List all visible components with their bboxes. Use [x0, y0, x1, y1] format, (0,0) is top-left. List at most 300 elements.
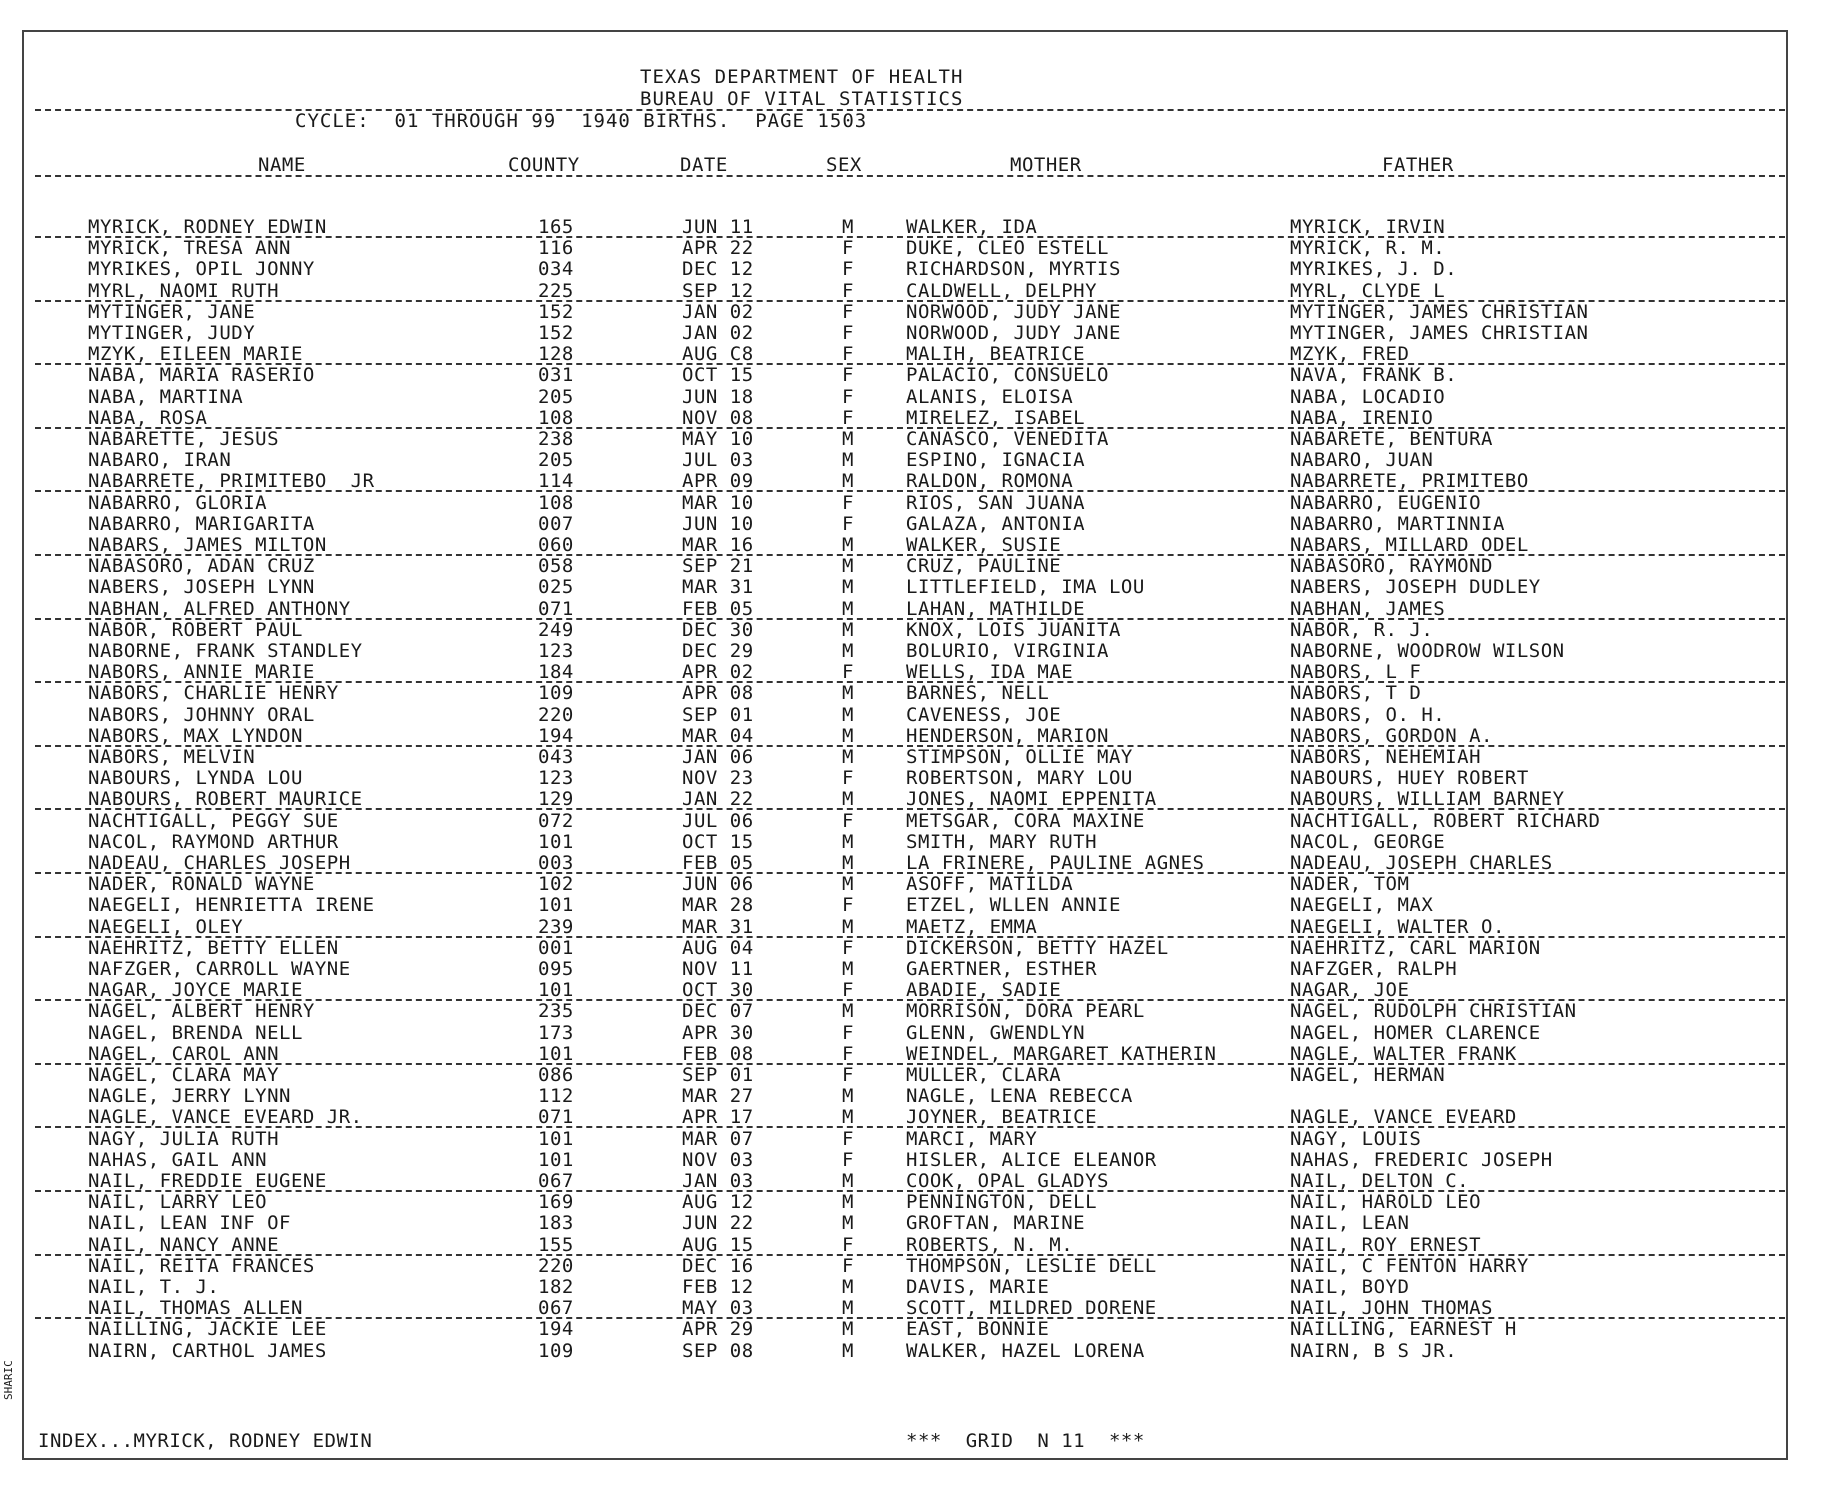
cell-mother: JOYNER, BEATRICE: [906, 1106, 1098, 1129]
table-row: [0, 726, 1824, 747]
cell-date: JAN 22: [682, 788, 754, 811]
cell-date: MAR 27: [682, 1085, 754, 1108]
cell-date: MAY 03: [682, 1297, 754, 1320]
cell-county: 003: [538, 852, 574, 874]
cell-date: JUN 11: [682, 216, 754, 238]
cell-sex: F: [842, 936, 854, 959]
cell-date: APR 29: [682, 1318, 754, 1341]
cell-father: NAGLE, VANCE EVEARD: [1290, 1106, 1517, 1129]
table-row: [0, 387, 1824, 408]
cell-name: MYRIKES, OPIL JONNY: [88, 258, 315, 281]
cell-father: NAGLE, WALTER FRANK: [1290, 1042, 1517, 1065]
cell-mother: GAERTNER, ESTHER: [906, 958, 1098, 980]
cell-county: 194: [538, 724, 574, 747]
cell-sex: M: [842, 1106, 854, 1129]
cell-sex: M: [842, 216, 854, 238]
footer-grid: *** GRID N 11 ***: [906, 1430, 1145, 1452]
cell-mother: RICHARDSON, MYRTIS: [906, 258, 1121, 281]
cell-county: 235: [538, 1000, 574, 1023]
cell-date: FEB 05: [682, 597, 754, 620]
cell-father: NACOL, GEORGE: [1290, 830, 1446, 853]
cell-mother: CALDWELL, DELPHY: [906, 279, 1098, 302]
cell-name: NABORS, MAX LYNDON: [88, 724, 303, 747]
cell-date: JUL 03: [682, 449, 754, 472]
cell-father: NAIL, C FENTON HARRY: [1290, 1254, 1529, 1277]
cell-father: NABOR, R. J.: [1290, 618, 1434, 641]
table-row: [0, 281, 1824, 302]
cell-name: NAIL, LEAN INF OF: [88, 1212, 291, 1235]
cell-name: NAIL, LARRY LEO: [88, 1191, 268, 1214]
cell-county: 184: [538, 661, 574, 684]
cell-date: OCT 15: [682, 364, 754, 387]
cell-sex: M: [842, 618, 854, 641]
cell-county: 194: [538, 1318, 574, 1341]
cell-date: MAR 31: [682, 576, 754, 599]
cell-father: NAIL, DELTON C.: [1290, 1170, 1470, 1192]
table-row: [0, 535, 1824, 556]
cell-name: NABARRO, MARIGARITA: [88, 512, 315, 535]
cell-county: 001: [538, 936, 574, 959]
cell-name: NABA, ROSA: [88, 406, 208, 429]
cell-county: 152: [538, 300, 574, 323]
table-row: [0, 514, 1824, 535]
cell-county: 205: [538, 449, 574, 472]
cell-name: NABORS, MELVIN: [88, 746, 256, 768]
cell-name: NAGLE, JERRY LYNN: [88, 1085, 291, 1108]
cell-name: NAILLING, JACKIE LEE: [88, 1318, 327, 1341]
cell-sex: F: [842, 1042, 854, 1065]
cell-county: 072: [538, 809, 574, 832]
cell-mother: HISLER, ALICE ELEANOR: [906, 1148, 1157, 1171]
cell-sex: F: [842, 1064, 854, 1086]
cell-sex: F: [842, 1254, 854, 1277]
cell-father: NAEHRITZ, CARL MARION: [1290, 936, 1541, 959]
cell-name: MZYK, EILEEN MARIE: [88, 343, 303, 366]
cell-mother: KNOX, LOIS JUANITA: [906, 618, 1121, 641]
cell-name: NABORS, ANNIE MARIE: [88, 661, 315, 684]
table-row: [0, 895, 1824, 916]
cell-date: FEB 08: [682, 1042, 754, 1065]
table-row: [0, 768, 1824, 789]
cell-date: FEB 12: [682, 1276, 754, 1298]
cell-sex: M: [842, 555, 854, 578]
cell-sex: M: [842, 1085, 854, 1108]
cell-date: OCT 30: [682, 979, 754, 1002]
divider: [35, 175, 1785, 177]
cell-date: AUG 04: [682, 936, 754, 959]
cell-date: MAR 04: [682, 724, 754, 747]
cell-date: NOV 11: [682, 958, 754, 980]
table-row: [0, 217, 1824, 238]
cell-sex: F: [842, 385, 854, 408]
table-row: [0, 705, 1824, 726]
table-row: [0, 832, 1824, 853]
cell-mother: BARNES, NELL: [906, 682, 1050, 705]
cell-father: NABARETE, BENTURA: [1290, 428, 1493, 450]
cell-mother: MORRISON, DORA PEARL: [906, 1000, 1145, 1023]
cell-father: NAFZGER, RALPH: [1290, 958, 1458, 980]
cell-father: NABOURS, WILLIAM BARNEY: [1290, 788, 1565, 811]
cell-sex: M: [842, 1000, 854, 1023]
cell-sex: M: [842, 788, 854, 811]
side-mark: SHARIC: [2, 1360, 15, 1400]
table-row: [0, 641, 1824, 662]
cell-county: 058: [538, 555, 574, 578]
cell-name: MYRL, NAOMI RUTH: [88, 279, 280, 302]
cell-sex: M: [842, 449, 854, 472]
cell-county: 101: [538, 1042, 574, 1065]
cell-name: NAGEL, CLARA MAY: [88, 1064, 280, 1086]
cell-name: NAIL, THOMAS ALLEN: [88, 1297, 303, 1320]
cell-father: NACHTIGALL, ROBERT RICHARD: [1290, 809, 1601, 832]
cell-county: 183: [538, 1212, 574, 1235]
cell-county: 102: [538, 873, 574, 896]
cell-mother: RIOS, SAN JUANA: [906, 491, 1086, 514]
cell-date: AUG 15: [682, 1233, 754, 1256]
header-bureau: BUREAU OF VITAL STATISTICS: [640, 88, 964, 110]
cell-sex: M: [842, 597, 854, 620]
table-row: [0, 471, 1824, 492]
cell-sex: F: [842, 1233, 854, 1256]
cell-father: NABARRO, EUGENIO: [1290, 491, 1482, 514]
cell-mother: DAVIS, MARIE: [906, 1276, 1050, 1298]
table-row: [0, 980, 1824, 1001]
cell-father: MZYK, FRED: [1290, 343, 1410, 366]
cell-date: MAR 10: [682, 491, 754, 514]
table-row: [0, 450, 1824, 471]
cell-sex: M: [842, 534, 854, 556]
cell-mother: RALDON, ROMONA: [906, 470, 1074, 493]
cell-date: JAN 03: [682, 1170, 754, 1192]
cell-date: JUN 10: [682, 512, 754, 535]
table-row: [0, 1086, 1824, 1107]
cell-father: NABORNE, WOODROW WILSON: [1290, 640, 1565, 662]
table-row: [0, 1065, 1824, 1086]
cell-sex: M: [842, 703, 854, 726]
cell-county: 101: [538, 830, 574, 853]
table-row: [0, 959, 1824, 980]
cell-mother: EAST, BONNIE: [906, 1318, 1050, 1341]
cell-county: 109: [538, 1339, 574, 1362]
cell-name: NABARETTE, JESUS: [88, 428, 280, 450]
cell-father: NABORS, T D: [1290, 682, 1422, 705]
cell-name: NABA, MARTINA: [88, 385, 244, 408]
cell-father: NAVA, FRANK B.: [1290, 364, 1458, 387]
header-cycle: CYCLE: 01 THROUGH 99 1940 BIRTHS. PAGE 1503: [295, 110, 868, 132]
cell-county: 123: [538, 640, 574, 662]
cell-mother: MIRELEZ, ISABEL: [906, 406, 1086, 429]
cell-date: MAR 31: [682, 915, 754, 938]
cell-mother: WALKER, IDA: [906, 216, 1038, 238]
cell-sex: F: [842, 364, 854, 387]
table-row: [0, 747, 1824, 768]
cell-name: NAEGELI, HENRIETTA IRENE: [88, 894, 375, 917]
cell-county: 169: [538, 1191, 574, 1214]
cell-father: MYRICK, R. M.: [1290, 237, 1446, 260]
cell-date: DEC 30: [682, 618, 754, 641]
cell-name: NAIL, REITA FRANCES: [88, 1254, 315, 1277]
cell-county: 067: [538, 1170, 574, 1192]
column-header-name: NAME: [258, 154, 306, 176]
cell-date: JUN 18: [682, 385, 754, 408]
cell-father: NABORS, O. H.: [1290, 703, 1446, 726]
cell-name: NAGEL, CAROL ANN: [88, 1042, 280, 1065]
cell-mother: ASOFF, MATILDA: [906, 873, 1074, 896]
cell-name: NABOURS, ROBERT MAURICE: [88, 788, 363, 811]
cell-name: NABERS, JOSEPH LYNN: [88, 576, 315, 599]
cell-mother: SCOTT, MILDRED DORENE: [906, 1297, 1157, 1320]
cell-date: AUG C8: [682, 343, 754, 366]
cell-father: NAIL, JOHN THOMAS: [1290, 1297, 1493, 1320]
cell-mother: CAVENESS, JOE: [906, 703, 1062, 726]
cell-name: NABOR, ROBERT PAUL: [88, 618, 303, 641]
cell-sex: M: [842, 1212, 854, 1235]
cell-date: JUN 06: [682, 873, 754, 896]
cell-county: 112: [538, 1085, 574, 1108]
cell-name: NABARRETE, PRIMITEBO JR: [88, 470, 375, 493]
column-header-date: DATE: [680, 154, 728, 176]
cell-county: 249: [538, 618, 574, 641]
table-row: [0, 1107, 1824, 1128]
cell-county: 071: [538, 597, 574, 620]
table-row: [0, 1044, 1824, 1065]
cell-date: NOV 08: [682, 406, 754, 429]
cell-county: 239: [538, 915, 574, 938]
cell-county: 101: [538, 979, 574, 1002]
cell-date: AUG 12: [682, 1191, 754, 1214]
cell-date: DEC 29: [682, 640, 754, 662]
cell-name: NACOL, RAYMOND ARTHUR: [88, 830, 339, 853]
cell-sex: M: [842, 746, 854, 768]
cell-county: 025: [538, 576, 574, 599]
cell-county: 031: [538, 364, 574, 387]
cell-mother: MALIH, BEATRICE: [906, 343, 1086, 366]
cell-father: NAIL, ROY ERNEST: [1290, 1233, 1482, 1256]
cell-mother: JONES, NAOMI EPPENITA: [906, 788, 1157, 811]
cell-mother: PALACIO, CONSUELO: [906, 364, 1109, 387]
column-header-father: FATHER: [1382, 154, 1454, 176]
cell-name: NAIL, FREDDIE EUGENE: [88, 1170, 327, 1192]
cell-date: SEP 01: [682, 703, 754, 726]
table-row: [0, 938, 1824, 959]
cell-date: NOV 23: [682, 767, 754, 790]
table-row: [0, 1213, 1824, 1234]
cell-mother: CANASCO, VENEDITA: [906, 428, 1109, 450]
cell-name: NABARS, JAMES MILTON: [88, 534, 327, 556]
table-row: [0, 789, 1824, 810]
table-row: [0, 556, 1824, 577]
cell-county: 101: [538, 1148, 574, 1171]
cell-father: NAEGELI, WALTER O.: [1290, 915, 1505, 938]
cell-sex: F: [842, 1021, 854, 1044]
cell-mother: CRUZ, PAULINE: [906, 555, 1062, 578]
cell-date: APR 09: [682, 470, 754, 493]
cell-date: SEP 01: [682, 1064, 754, 1086]
cell-date: SEP 21: [682, 555, 754, 578]
cell-sex: M: [842, 852, 854, 874]
cell-county: 034: [538, 258, 574, 281]
cell-county: 220: [538, 1254, 574, 1277]
cell-father: MYTINGER, JAMES CHRISTIAN: [1290, 300, 1589, 323]
cell-county: 205: [538, 385, 574, 408]
cell-sex: F: [842, 343, 854, 366]
table-row: [0, 1129, 1824, 1150]
cell-mother: PENNINGTON, DELL: [906, 1191, 1098, 1214]
cell-father: NAGEL, RUDOLPH CHRISTIAN: [1290, 1000, 1577, 1023]
header-department: TEXAS DEPARTMENT OF HEALTH: [640, 66, 964, 88]
cell-county: 238: [538, 428, 574, 450]
cell-father: NABARS, MILLARD ODEL: [1290, 534, 1529, 556]
cell-sex: M: [842, 576, 854, 599]
cell-county: 095: [538, 958, 574, 980]
cell-name: NABASORO, ADAN CRUZ: [88, 555, 315, 578]
cell-sex: F: [842, 661, 854, 684]
cell-sex: F: [842, 300, 854, 323]
cell-county: 182: [538, 1276, 574, 1298]
cell-date: JUL 06: [682, 809, 754, 832]
cell-father: NAGEL, HOMER CLARENCE: [1290, 1021, 1541, 1044]
cell-date: DEC 12: [682, 258, 754, 281]
cell-name: MYRICK, TRESA ANN: [88, 237, 291, 260]
cell-mother: SMITH, MARY RUTH: [906, 830, 1098, 853]
cell-name: NACHTIGALL, PEGGY SUE: [88, 809, 339, 832]
cell-county: 116: [538, 237, 574, 260]
cell-father: NABHAN, JAMES: [1290, 597, 1446, 620]
table-row: [0, 493, 1824, 514]
column-header-mother: MOTHER: [1010, 154, 1082, 176]
cell-name: NABOURS, LYNDA LOU: [88, 767, 303, 790]
cell-mother: MARCI, MARY: [906, 1127, 1038, 1150]
cell-mother: ABADIE, SADIE: [906, 979, 1062, 1002]
cell-father: NABARRO, MARTINNIA: [1290, 512, 1505, 535]
cell-date: JAN 06: [682, 746, 754, 768]
cell-date: APR 08: [682, 682, 754, 705]
cell-mother: WALKER, HAZEL LORENA: [906, 1339, 1145, 1362]
cell-name: NAIRN, CARTHOL JAMES: [88, 1339, 327, 1362]
cell-name: NAIL, T. J.: [88, 1276, 220, 1298]
cell-county: 071: [538, 1106, 574, 1129]
table-row: [0, 620, 1824, 641]
cell-sex: F: [842, 979, 854, 1002]
cell-date: MAY 10: [682, 428, 754, 450]
cell-mother: WELLS, IDA MAE: [906, 661, 1074, 684]
cell-sex: M: [842, 1339, 854, 1362]
table-row: [0, 1150, 1824, 1171]
table-row: [0, 429, 1824, 450]
cell-name: MYTINGER, JANE: [88, 300, 256, 323]
cell-county: 128: [538, 343, 574, 366]
table-row: [0, 365, 1824, 386]
cell-father: NAIL, BOYD: [1290, 1276, 1410, 1298]
cell-father: NABORS, NEHEMIAH: [1290, 746, 1482, 768]
cell-county: 129: [538, 788, 574, 811]
table-row: [0, 1319, 1824, 1340]
cell-date: SEP 08: [682, 1339, 754, 1362]
cell-name: NABA, MARIA RASERIO: [88, 364, 315, 387]
cell-name: NAGEL, BRENDA NELL: [88, 1021, 303, 1044]
cell-sex: F: [842, 279, 854, 302]
table-row: [0, 1298, 1824, 1319]
cell-name: NAEGELI, OLEY: [88, 915, 244, 938]
cell-county: 152: [538, 322, 574, 344]
cell-sex: F: [842, 767, 854, 790]
table-row: [0, 238, 1824, 259]
cell-father: NAGAR, JOE: [1290, 979, 1410, 1002]
cell-county: 086: [538, 1064, 574, 1086]
cell-name: NABORS, CHARLIE HENRY: [88, 682, 339, 705]
cell-sex: F: [842, 512, 854, 535]
cell-father: NAIRN, B S JR.: [1290, 1339, 1458, 1362]
table-row: [0, 1235, 1824, 1256]
cell-name: NAGY, JULIA RUTH: [88, 1127, 280, 1150]
table-row: [0, 1277, 1824, 1298]
cell-mother: BOLURIO, VIRGINIA: [906, 640, 1109, 662]
cell-name: NABORNE, FRANK STANDLEY: [88, 640, 363, 662]
cell-name: NAEHRITZ, BETTY ELLEN: [88, 936, 339, 959]
cell-sex: M: [842, 724, 854, 747]
cell-father: NADER, TOM: [1290, 873, 1410, 896]
cell-county: 101: [538, 894, 574, 917]
cell-date: APR 22: [682, 237, 754, 260]
cell-sex: F: [842, 894, 854, 917]
cell-father: NABORS, GORDON A.: [1290, 724, 1493, 747]
cell-county: 108: [538, 491, 574, 514]
cell-mother: GALAZA, ANTONIA: [906, 512, 1086, 535]
cell-sex: F: [842, 406, 854, 429]
cell-mother: DICKERSON, BETTY HAZEL: [906, 936, 1169, 959]
cell-name: NABARRO, GLORIA: [88, 491, 268, 514]
cell-mother: THOMPSON, LESLIE DELL: [906, 1254, 1157, 1277]
cell-sex: M: [842, 428, 854, 450]
column-header-sex: SEX: [826, 154, 862, 176]
cell-father: NABOURS, HUEY ROBERT: [1290, 767, 1529, 790]
cell-mother: METSGAR, CORA MAXINE: [906, 809, 1145, 832]
cell-name: MYRICK, RODNEY EDWIN: [88, 216, 327, 238]
table-row: [0, 1256, 1824, 1277]
cell-sex: M: [842, 640, 854, 662]
cell-father: MYTINGER, JAMES CHRISTIAN: [1290, 322, 1589, 344]
footer-index: INDEX...MYRICK, RODNEY EDWIN: [38, 1430, 373, 1452]
cell-father: NAIL, LEAN: [1290, 1212, 1410, 1235]
cell-sex: M: [842, 1318, 854, 1341]
table-row: [0, 1341, 1824, 1362]
cell-father: NAEGELI, MAX: [1290, 894, 1434, 917]
cell-date: FEB 05: [682, 852, 754, 874]
cell-sex: M: [842, 470, 854, 493]
cell-father: NABARRETE, PRIMITEBO: [1290, 470, 1529, 493]
cell-father: NAHAS, FREDERIC JOSEPH: [1290, 1148, 1553, 1171]
cell-date: MAR 07: [682, 1127, 754, 1150]
cell-father: NABERS, JOSEPH DUDLEY: [1290, 576, 1541, 599]
cell-father: MYRL, CLYDE L: [1290, 279, 1446, 302]
cell-mother: GROFTAN, MARINE: [906, 1212, 1086, 1235]
cell-date: DEC 07: [682, 1000, 754, 1023]
table-row: [0, 408, 1824, 429]
cell-date: OCT 15: [682, 830, 754, 853]
cell-father: NABA, LOCADIO: [1290, 385, 1446, 408]
cell-sex: F: [842, 809, 854, 832]
cell-father: MYRIKES, J. D.: [1290, 258, 1458, 281]
cell-name: NAGEL, ALBERT HENRY: [88, 1000, 315, 1023]
cell-father: NABA, IRENIO: [1290, 406, 1434, 429]
table-row: [0, 1001, 1824, 1022]
cell-mother: ETZEL, WLLEN ANNIE: [906, 894, 1121, 917]
cell-name: NAIL, NANCY ANNE: [88, 1233, 280, 1256]
cell-date: APR 17: [682, 1106, 754, 1129]
table-row: [0, 344, 1824, 365]
cell-mother: MAETZ, EMMA: [906, 915, 1038, 938]
cell-county: 043: [538, 746, 574, 768]
